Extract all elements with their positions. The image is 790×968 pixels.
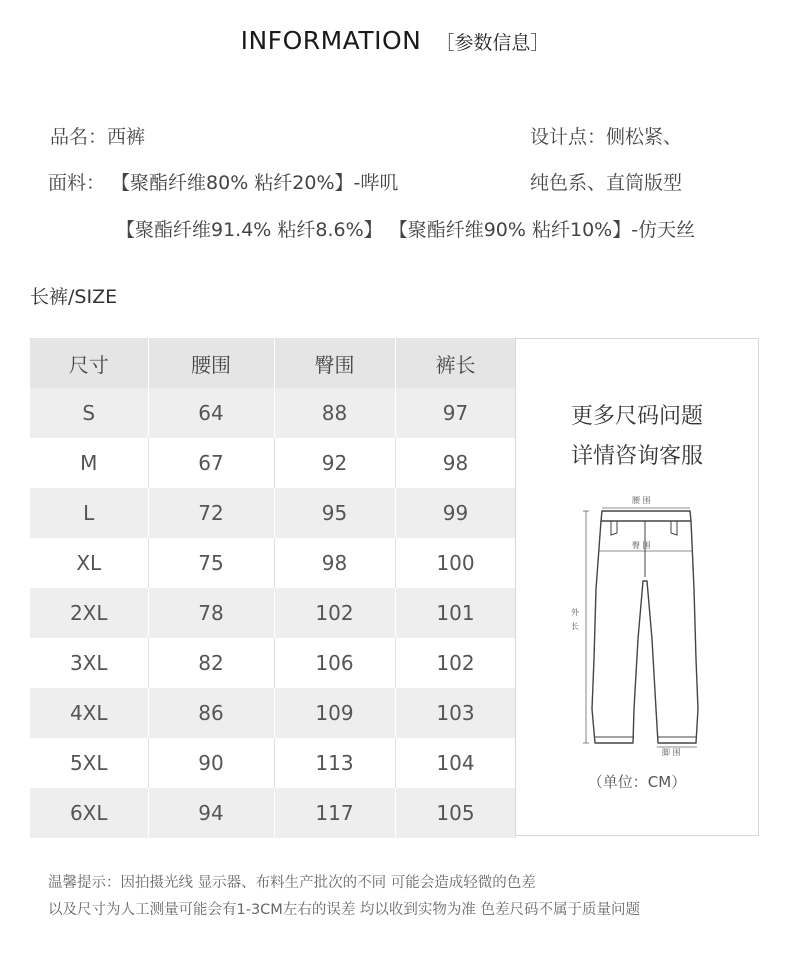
- size-table: [30, 338, 517, 838]
- cell-size: 6XL: [30, 788, 148, 838]
- product-fabric-line1: 面料： 【聚酯纤维80% 粘纤20%】-哔叽: [48, 172, 399, 194]
- size-table-header-row: [30, 338, 516, 388]
- header-hip: 臀围: [274, 338, 395, 388]
- cell-waist: 67: [148, 438, 274, 488]
- unit-label: （单位：CM）: [587, 773, 687, 791]
- table-row: [30, 388, 516, 438]
- cell-waist: 78: [148, 588, 274, 638]
- table-row: [30, 538, 516, 588]
- cell-size: 2XL: [30, 588, 148, 638]
- waistband: [601, 511, 691, 521]
- cell-hip: 109: [274, 688, 395, 738]
- product-features-line2: 纯色系、直筒版型: [530, 172, 683, 194]
- cell-length: 104: [395, 738, 516, 788]
- cell-waist: 64: [148, 388, 274, 438]
- belt-loop-left: [611, 521, 617, 535]
- cell-hip: 95: [274, 488, 395, 538]
- label-waist: 腰 围: [632, 496, 651, 505]
- product-name: 品名：西裤: [50, 126, 146, 148]
- header-waist: 腰围: [148, 338, 274, 388]
- cell-hip: 102: [274, 588, 395, 638]
- cell-size: XL: [30, 538, 148, 588]
- table-row: [30, 688, 516, 738]
- product-features: 设计点：侧松紧、: [530, 126, 683, 148]
- footer-note-line2: 以及尺寸为人工测量可能会有1-3CM左右的误差 均以收到实物为准 色差尺码不属于质量问题: [48, 902, 641, 918]
- cell-waist: 72: [148, 488, 274, 538]
- cell-hip: 92: [274, 438, 395, 488]
- size-help-panel: [515, 338, 759, 836]
- belt-loop-right: [671, 521, 677, 535]
- cell-size: L: [30, 488, 148, 538]
- label-outseam-2: 长: [571, 622, 579, 631]
- label-hem: 脚 围: [662, 748, 681, 757]
- cell-waist: 94: [148, 788, 274, 838]
- cell-size: 4XL: [30, 688, 148, 738]
- title-chinese: ［参数信息］: [435, 32, 550, 54]
- cell-length: 103: [395, 688, 516, 738]
- header-size: 尺寸: [30, 338, 148, 388]
- title-english: INFORMATION: [240, 26, 422, 55]
- cell-hip: 106: [274, 638, 395, 688]
- pants-diagram: [516, 339, 760, 837]
- cell-length: 102: [395, 638, 516, 688]
- cell-size: S: [30, 388, 148, 438]
- product-fabric-line2: 【聚酯纤维91.4% 粘纤8.6%】 【聚酯纤维90% 粘纤10%】-仿天丝: [116, 219, 696, 241]
- footer-note-line1: 温馨提示：因拍摄光线 显示器、布料生产批次的不同 可能会造成轻微的色差: [48, 875, 536, 891]
- table-row: [30, 438, 516, 488]
- help-text-line1: 更多尺码问题: [570, 404, 703, 429]
- cell-size: 5XL: [30, 738, 148, 788]
- page-title: [0, 26, 790, 55]
- size-heading: 长裤/SIZE: [30, 286, 118, 308]
- cell-length: 100: [395, 538, 516, 588]
- cell-waist: 75: [148, 538, 274, 588]
- table-row: [30, 638, 516, 688]
- cell-waist: 86: [148, 688, 274, 738]
- cell-size: 3XL: [30, 638, 148, 688]
- cell-hip: 88: [274, 388, 395, 438]
- table-row: [30, 488, 516, 538]
- table-row: [30, 738, 516, 788]
- cell-hip: 98: [274, 538, 395, 588]
- cell-waist: 82: [148, 638, 274, 688]
- header-length: 裤长: [395, 338, 516, 388]
- table-row: [30, 588, 516, 638]
- help-text-line2: 详情咨询客服: [570, 444, 703, 469]
- table-row: [30, 788, 516, 838]
- cell-size: M: [30, 438, 148, 488]
- cell-length: 105: [395, 788, 516, 838]
- cell-length: 98: [395, 438, 516, 488]
- label-hip: 臀 围: [632, 541, 651, 550]
- cell-length: 101: [395, 588, 516, 638]
- cell-length: 97: [395, 388, 516, 438]
- cell-waist: 90: [148, 738, 274, 788]
- label-outseam-1: 外: [571, 608, 579, 617]
- cell-hip: 117: [274, 788, 395, 838]
- cell-hip: 113: [274, 738, 395, 788]
- cell-length: 99: [395, 488, 516, 538]
